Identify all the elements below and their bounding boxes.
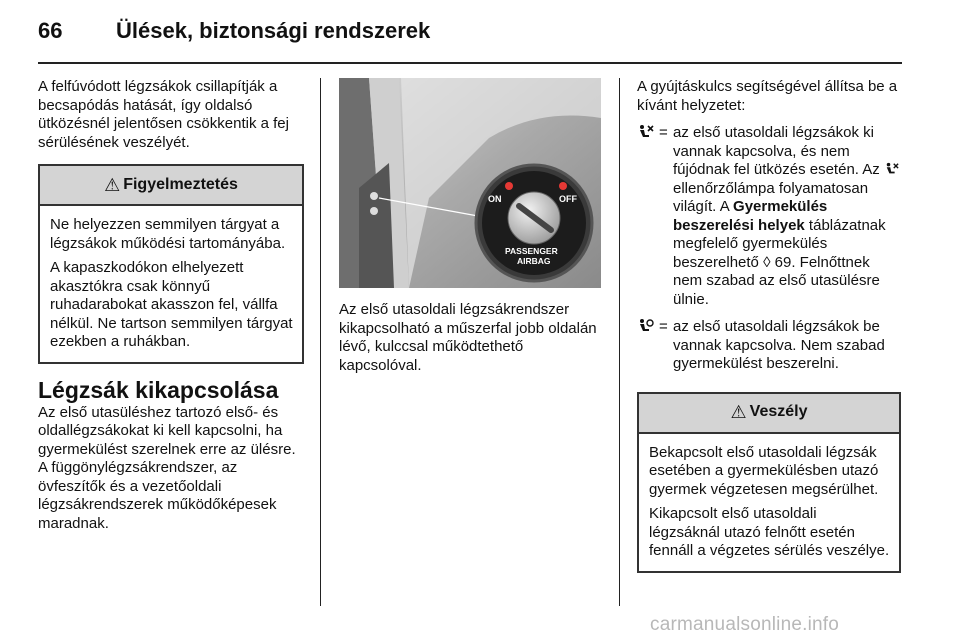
page-title: Ülések, biztonsági rendszerek xyxy=(116,18,431,43)
switch-label-on: ON xyxy=(488,194,502,204)
danger-header xyxy=(639,394,899,434)
warning-box xyxy=(38,164,304,364)
child-seat-table-reference: Gyermekülés beszerelési helyek xyxy=(673,198,828,234)
definition-airbag-off-text: az első utasoldali légzsákok ki vannak kapcsolva, és nem fújódnak fel ütközés esetén. Az ellenőrzőlámpa folyamatosan világít. A Gyermekülés beszerelési helyek táblázatnak megfelelő gyermekülés beszerelhető ◊ 69. Felnőttnek nem szabad az első utasülésre ülnie. xyxy=(673,124,901,309)
watermark: carmanualsonline.info xyxy=(650,614,840,635)
warning-header xyxy=(40,166,302,206)
airbag-switch-illustration xyxy=(339,78,601,288)
definition-airbag-off xyxy=(637,124,901,309)
page-reference-link[interactable]: ◊ 69 xyxy=(763,253,792,271)
definition-equals-1: = xyxy=(659,124,668,141)
danger-triangle-icon: ⚠ xyxy=(730,402,747,423)
warning-triangle-icon: ⚠ xyxy=(104,174,121,195)
airbag-switch-photo xyxy=(339,78,601,288)
danger-paragraph-2: Kikapcsolt első utasoldali légzsáknál utazó felnőtt esetén fennáll a végzetes sérülés veszélye. xyxy=(649,505,890,559)
photo-caption: Az első utasoldali légzsákrendszer kikapcsolható a műszerfal jobb oldalán lévő, kulccsal működtethető kapcsolóval. xyxy=(339,301,597,374)
section-heading: Légzsák kikapcsolása xyxy=(38,376,279,403)
danger-paragraph-1: Bekapcsolt első utasoldali légzsák esetében a gyermekülésben utazó gyermek végzetesen megsérülhet. xyxy=(649,443,879,498)
definition-airbag-on xyxy=(637,318,901,374)
intro-paragraph: A felfúvódott légzsákok csillapítják a becsapódás hatását, így oldalsó ütközésnél jelentősen csökkentik a fej sérülésének veszélyét. xyxy=(38,78,289,151)
airbag-on-icon xyxy=(637,318,659,374)
header-divider xyxy=(38,62,902,64)
page-number: 66 xyxy=(38,18,63,43)
column-right xyxy=(637,78,901,573)
column-divider-2 xyxy=(619,78,620,606)
danger-box xyxy=(637,392,901,573)
airbag-off-indicator-icon xyxy=(884,162,900,176)
column-divider-1 xyxy=(320,78,321,606)
warning-paragraph-2: A kapaszkodókon elhelyezett akasztókra csak könnyű ruhadarabokat akasszon fel, vállfa nélkül. Ne tartson semmilyen tárgyat ezekben a ruhákban. xyxy=(50,259,293,350)
airbag-off-icon xyxy=(637,124,659,309)
switch-label-off: OFF xyxy=(559,194,577,204)
warning-body xyxy=(40,206,302,362)
switch-label-airbag: AIRBAG xyxy=(517,256,551,266)
definition-equals-2: = xyxy=(659,318,668,335)
definition-airbag-on-text: az első utasoldali légzsákok be vannak kapcsolva. Nem szabad gyermekülést beszerelni. xyxy=(673,318,885,372)
column-left xyxy=(38,78,304,533)
section-body: Az első utasüléshez tartozó első- és oldallégzsákokat ki kell kapcsolni, ha gyermekülést szerelnek erre az ülésre. A függönylégzsákrendszer, az övfeszítők és a vezetőoldali légzsákrendszerek működőképesek maradnak. xyxy=(38,403,296,532)
switch-label-passenger: PASSENGER xyxy=(505,246,558,256)
danger-body xyxy=(639,434,899,571)
danger-title: Veszély xyxy=(749,403,808,421)
warning-paragraph-1: Ne helyezzen semmilyen tárgyat a légzsákok működési tartományába. xyxy=(50,216,286,252)
warning-title: Figyelmeztetés xyxy=(123,175,238,193)
instruction-intro: A gyújtáskulcs segítségével állítsa be a kívánt helyzetet: xyxy=(637,78,898,114)
